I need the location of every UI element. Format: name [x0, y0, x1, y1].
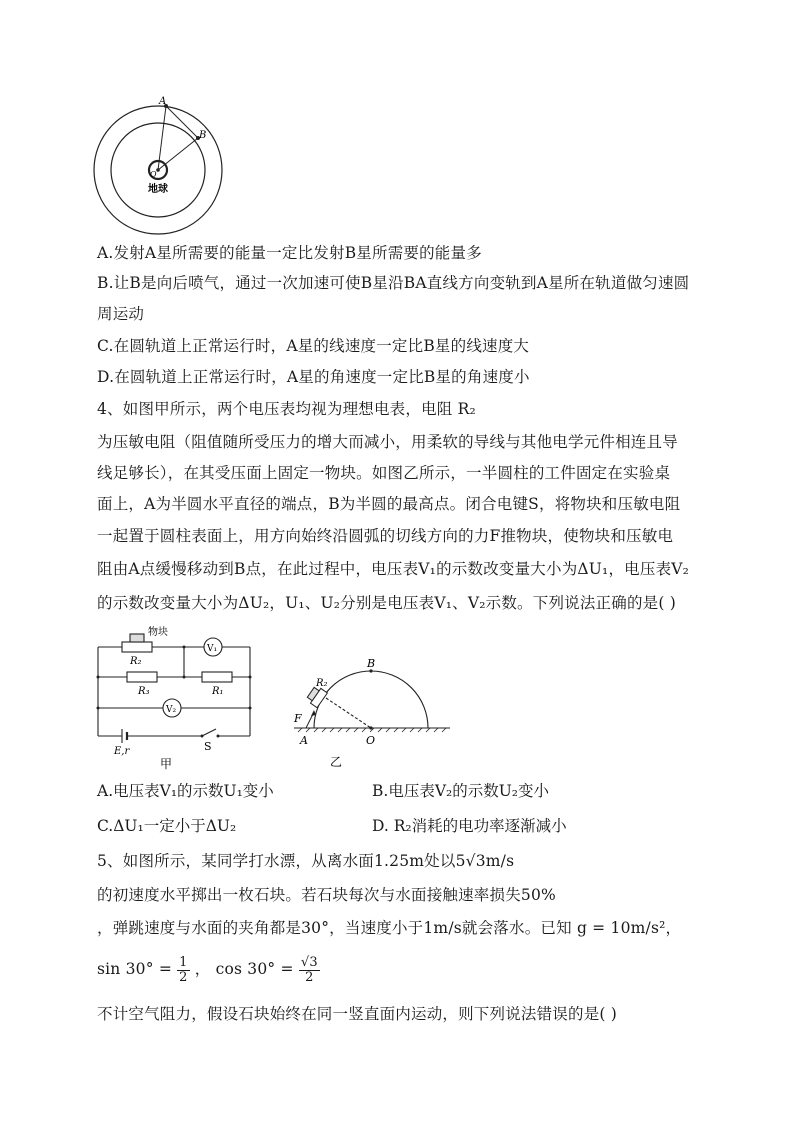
q4-option-a: A.电压表V₁的示数U₁变小 [97, 782, 274, 800]
circuit-caption: 甲 [160, 757, 173, 771]
cos-fraction: $\frac{√3}{2}$ [300, 954, 318, 985]
label-a: A [159, 96, 167, 107]
q4-option-c: C.ΔU₁一定小于ΔU₂ [97, 817, 237, 835]
semi-caption: 乙 [330, 755, 343, 769]
circuit-figure [92, 622, 262, 772]
semi-label-r2: R₂ [316, 678, 328, 689]
q3-option-a: A.发射A星所需要的能量一定比发射B星所需要的能量多 [97, 244, 482, 262]
q3-option-b-line1: B.让B是向后喷气，通过一次加速可使B星沿BA直线方向变轨到A星所在轨道做匀速圆 [97, 274, 690, 292]
q4-line6: 阻由A点缓慢移动到B点，在此过程中，电压表V₁的示数改变量大小为ΔU₁，电压表V₂ [97, 560, 690, 578]
q4-line7: 的示数改变量大小为ΔU₂，U₁、U₂分别是电压表V₁、V₂示数。下列说法正确的是( ) [97, 594, 676, 612]
v2-label: V₂ [166, 705, 177, 715]
label-b: B [199, 130, 207, 141]
q4-line5: 一起置于圆柱表面上，用方向始终沿圆弧的切线方向的力F推物块，使物块和压敏电 [97, 527, 674, 545]
earth-label: 地球 [148, 184, 168, 195]
orbit-figure [90, 92, 240, 242]
label-o: O [150, 170, 157, 179]
v1-label: V₁ [207, 644, 218, 654]
q4-line4: 面上，A为半圆水平直径的端点，B为半圆的最高点。闭合电键S，将物块和压敏电阻 [97, 495, 681, 513]
q5-line5: 不计空气阻力，假设石块始终在同一竖直面内运动，则下列说法错误的是( ) [97, 1005, 618, 1023]
semi-label-b: B [367, 657, 376, 670]
q5-line3: ，弹跳速度与水面的夹角都是30°，当速度小于1m/s就会落水。已知 g = 10m/s²， [97, 919, 682, 937]
sin-fraction: $\frac{1}{2}$ [179, 954, 188, 985]
semi-label-a: A [300, 734, 308, 747]
semi-label-o: O [366, 734, 376, 747]
q4-line3: 线足够长），在其受压面上固定一物块。如图乙所示，一半圆柱的工件固定在实验桌 [97, 464, 671, 482]
q4-option-d: D. R₂消耗的电功率逐渐减小 [372, 817, 567, 835]
q4-line2: 为压敏电阻（阻值随所受压力的增大而减小，用柔软的导线与其他电学元件相连且导 [97, 433, 678, 451]
q5-trig-line [97, 950, 320, 988]
r1-label: R₁ [212, 686, 224, 697]
sin-expr: sin 30° = [97, 960, 173, 978]
emf-label: E,r [114, 746, 130, 757]
q5-line1: 5、如图所示，某同学打水漂，从离水面1.25m处以5√3m/s [97, 852, 515, 870]
q4-option-b: B.电压表V₂的示数U₂变小 [372, 782, 550, 800]
semi-label-f: F [294, 712, 302, 725]
q5-line2: 的初速度水平掷出一枚石块。若石块每次与水面接触速率损失50% [97, 886, 556, 904]
block-label: 物块 [148, 627, 168, 638]
switch-label: S [204, 740, 212, 753]
cos-expr: ， cos 30° = [194, 960, 294, 978]
q3-option-c: C.在圆轨道上正常运行时，A星的线速度一定比B星的线速度大 [97, 337, 530, 355]
q4-line1: 4、如图甲所示，两个电压表均视为理想电表，电阻 R₂ [97, 400, 476, 418]
semicircle-figure [290, 652, 460, 772]
q3-option-b-line2: 周运动 [97, 305, 145, 323]
q3-option-d: D.在圆轨道上正常运行时，A星的角速度一定比B星的角速度小 [97, 368, 530, 386]
r3-label: R₃ [138, 686, 150, 697]
r2-label: R₂ [130, 656, 142, 667]
